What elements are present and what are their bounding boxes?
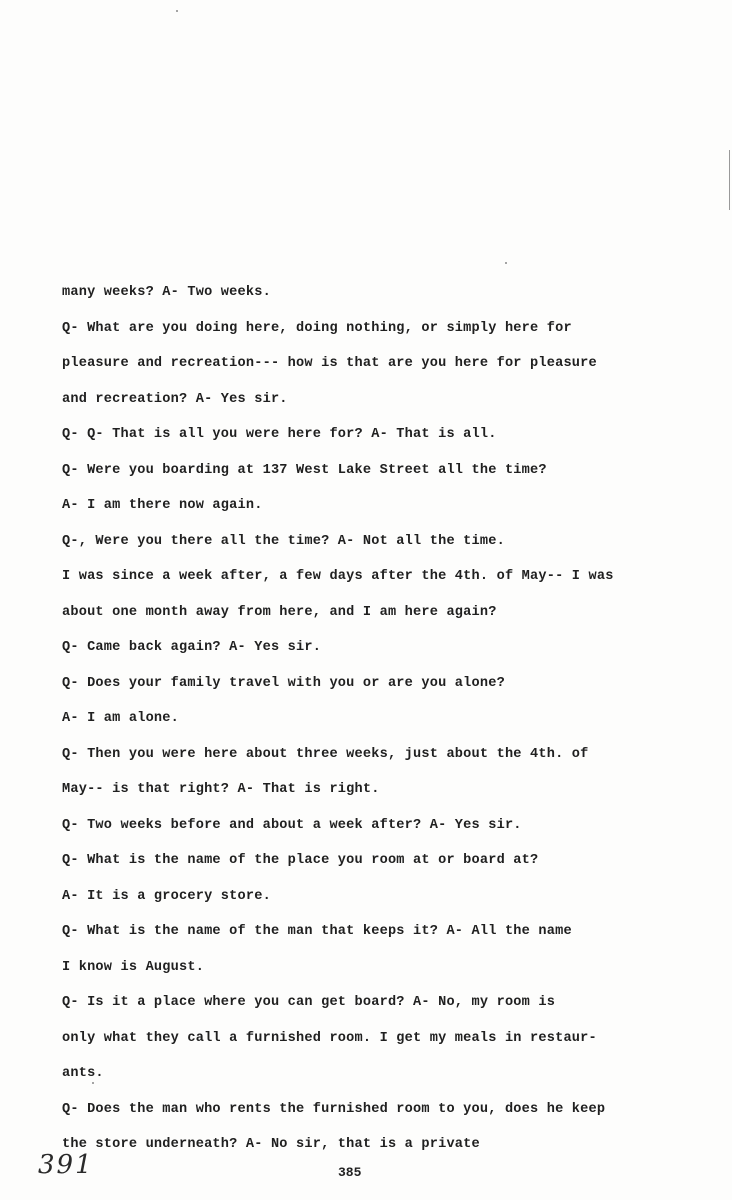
transcript-line: A- I am alone. xyxy=(62,711,180,726)
scan-speck xyxy=(176,10,178,12)
page-number: 385 xyxy=(338,1165,362,1180)
transcript-line: pleasure and recreation--- how is that are you here for pleasure xyxy=(62,356,597,371)
transcript-line: I was since a week after, a few days after the 4th. of May-- I was xyxy=(62,569,614,584)
transcript-line: about one month away from here, and I am here again? xyxy=(62,604,497,620)
transcript-line: Q- Q- That is all you were here for? A- That is all. xyxy=(62,427,497,442)
transcript-line: many weeks? A- Two weeks. xyxy=(62,285,271,300)
scan-edge-mark xyxy=(729,150,730,210)
transcript-line: Q-, Were you there all the time? A- Not all the time. xyxy=(62,533,505,549)
transcript-line: Q- Were you boarding at 137 West Lake Street all the time? xyxy=(62,462,547,478)
scan-speck xyxy=(505,262,507,264)
transcript-line: Q- Does your family travel with you or are you alone? xyxy=(62,675,505,691)
transcript-line: Q- Two weeks before and about a week after? A- Yes sir. xyxy=(62,817,522,833)
transcript-line: only what they call a furnished room. I get my meals in restaur- xyxy=(62,1030,597,1046)
handwritten-page-number: 391 xyxy=(38,1150,94,1180)
transcript-line: Q- What are you doing here, doing nothing, or simply here for xyxy=(62,320,572,336)
transcript-text xyxy=(62,282,702,1170)
transcript-line: Q- What is the name of the man that keeps it? A- All the name xyxy=(62,924,572,939)
transcript-line: A- It is a grocery store. xyxy=(62,888,271,904)
transcript-line: May-- is that right? A- That is right. xyxy=(62,782,380,797)
transcript-line: the store underneath? A- No sir, that is a private xyxy=(62,1137,480,1152)
transcript-line: Q- Does the man who rents the furnished room to you, does he keep xyxy=(62,1101,606,1117)
transcript-line: A- I am there now again. xyxy=(62,498,263,513)
transcript-line: I know is August. xyxy=(62,959,205,975)
transcript-line: Q- Came back again? A- Yes sir. xyxy=(62,640,322,655)
transcript-line: Q- Then you were here about three weeks, just about the 4th. of xyxy=(62,746,589,762)
transcript-line: ants. xyxy=(62,1066,104,1081)
transcript-line: Q- What is the name of the place you room at or board at? xyxy=(62,853,539,868)
transcript-line: and recreation? A- Yes sir. xyxy=(62,391,288,407)
transcript-line: Q- Is it a place where you can get board? A- No, my room is xyxy=(62,995,556,1010)
